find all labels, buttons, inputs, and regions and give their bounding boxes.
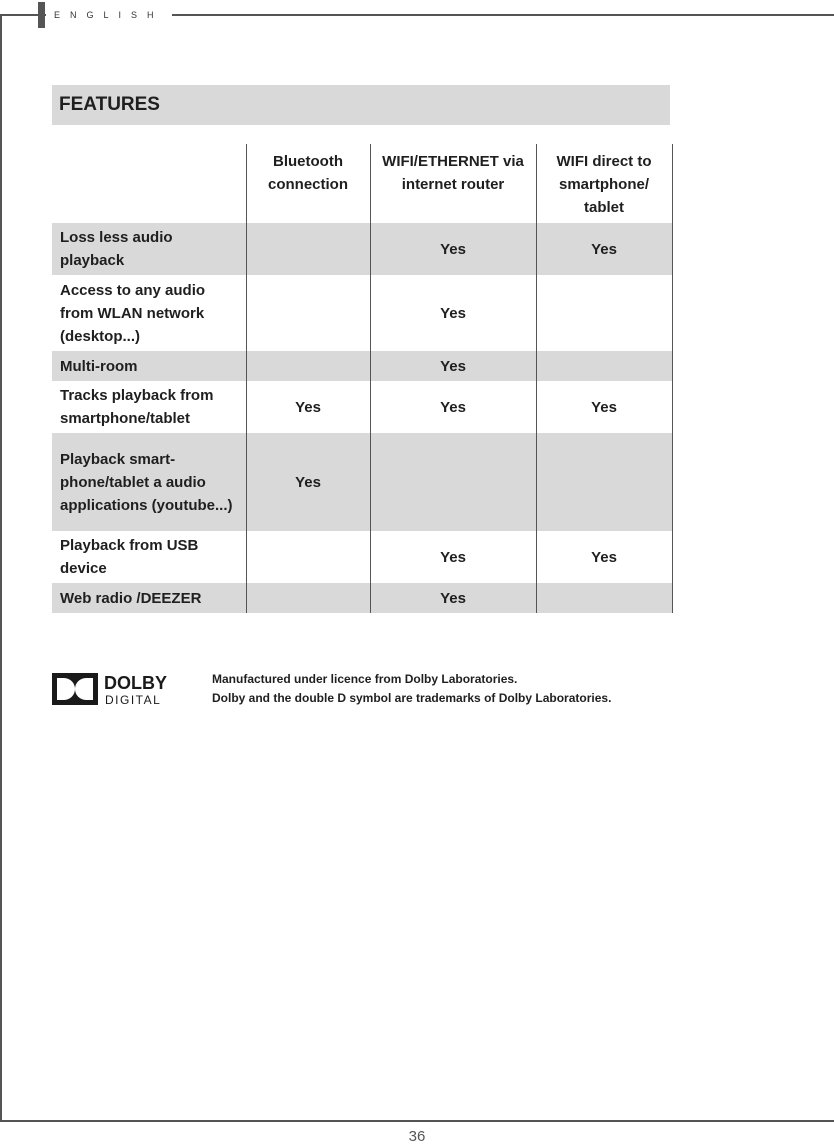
feature-cell: Playback from USB device [60, 537, 199, 577]
bluetooth-cell [246, 531, 370, 583]
header-tab-marker [38, 2, 45, 28]
wifi-ethernet-cell: Yes [370, 275, 536, 351]
table-row [52, 381, 672, 433]
wifi-direct-cell: Yes [536, 223, 672, 275]
bluetooth-cell [246, 583, 370, 613]
features-heading: FEATURES [52, 85, 670, 125]
wifi-ethernet-cell: Yes [370, 351, 536, 381]
dolby-logo-sub: DIGITAL [105, 693, 162, 707]
dolby-logo-word: DOLBY [104, 673, 167, 693]
table-row [52, 275, 672, 351]
header-cell-wifi-ethernet: WIFI/ETHERNET via internet router [370, 144, 536, 223]
wifi-ethernet-cell: Yes [370, 381, 536, 433]
dolby-digital-logo [52, 671, 184, 707]
table-row [52, 531, 672, 583]
wifi-direct-cell [536, 583, 672, 613]
feature-cell: Tracks playback from smartphone/tablet [60, 387, 214, 427]
dolby-licence-note [212, 670, 772, 708]
table-row [52, 583, 672, 613]
bluetooth-cell [246, 223, 370, 275]
language-label: ENGLISH [46, 4, 172, 26]
wifi-direct-cell [536, 275, 672, 351]
feature-cell: Access to any audio from WLAN network (desktop...) [60, 281, 206, 345]
bluetooth-cell: Yes [246, 381, 370, 433]
header-cell-bluetooth: Bluetooth connection [246, 144, 370, 223]
feature-cell: Playback smart-phone/tablet a audio applications (youtube...) [52, 433, 246, 531]
page-number: 36 [408, 1128, 426, 1145]
wifi-ethernet-cell [370, 433, 536, 531]
frame-left-rule [0, 14, 2, 1122]
wifi-ethernet-cell: Yes [370, 583, 536, 613]
table-header-row [52, 144, 672, 223]
wifi-direct-cell [536, 351, 672, 381]
features-table [52, 144, 673, 613]
feature-cell: Loss less audio playback [52, 223, 246, 275]
bluetooth-cell [246, 351, 370, 381]
wifi-direct-cell: Yes [536, 381, 672, 433]
header-cell-empty [52, 144, 246, 223]
bluetooth-cell: Yes [246, 433, 370, 531]
wifi-direct-cell [536, 433, 672, 531]
bluetooth-cell [246, 275, 370, 351]
dolby-licence-line: Manufactured under licence from Dolby Laboratories. [212, 672, 518, 686]
feature-cell: Multi-room [52, 351, 246, 381]
header-cell-wifi-direct: WIFI direct to smartphone/ tablet [536, 144, 672, 223]
table-row [52, 351, 672, 381]
wifi-ethernet-cell: Yes [370, 531, 536, 583]
table-row [52, 223, 672, 275]
wifi-ethernet-cell: Yes [370, 223, 536, 275]
dolby-trademark-line: Dolby and the double D symbol are trademarks of Dolby Laboratories. [212, 691, 612, 705]
frame-bottom-rule [0, 1120, 834, 1122]
feature-cell: Web radio /DEEZER [52, 583, 246, 613]
wifi-direct-cell: Yes [536, 531, 672, 583]
table-row [52, 433, 672, 531]
